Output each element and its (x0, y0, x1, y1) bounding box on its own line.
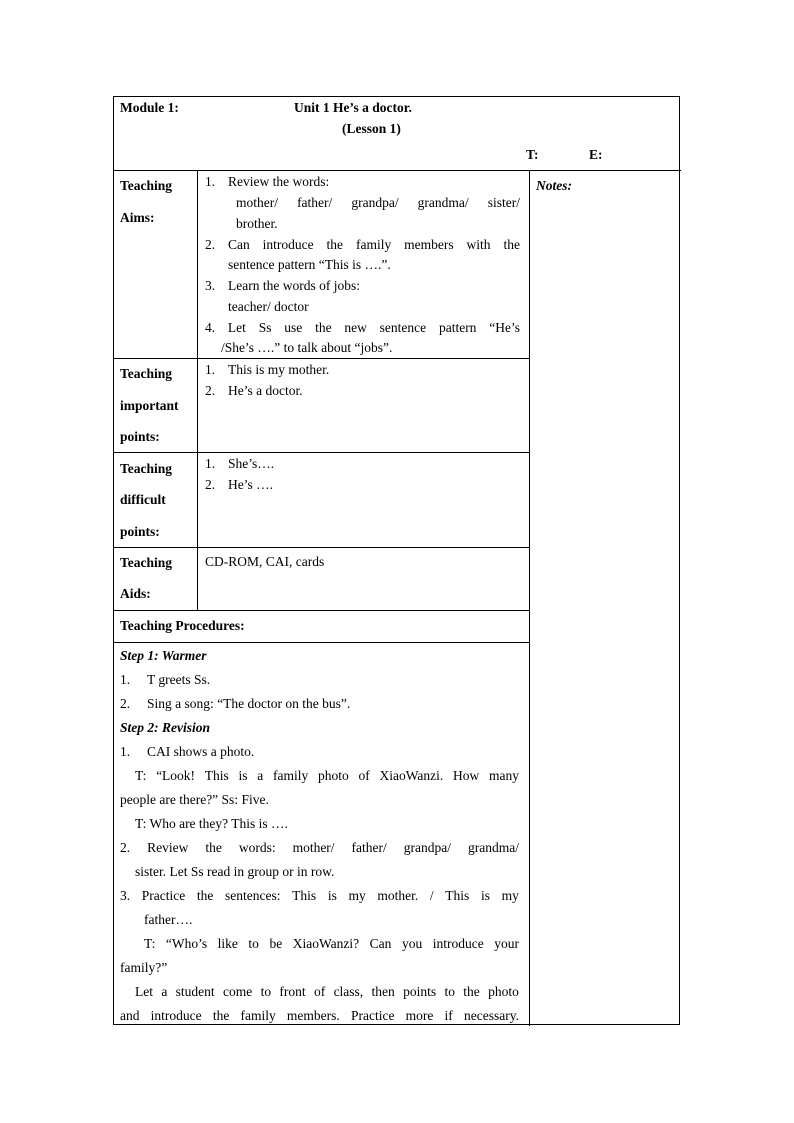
step-2-item-3-cont: father…. (144, 912, 193, 927)
aims-divider (114, 358, 530, 359)
important-number-2: 2. (205, 383, 216, 398)
aim-number-1: 1. (205, 174, 216, 189)
important-divider (114, 452, 530, 453)
step-1-number-2: 2. (120, 696, 131, 711)
important-point-2: He’s a doctor. (228, 383, 303, 398)
step-1-number-1: 1. (120, 672, 131, 687)
step-2-dialogue-line-3: T: Who are they? This is …. (135, 816, 288, 831)
module-label: Module 1: (120, 100, 179, 115)
step-2-number-1: 1. (120, 744, 131, 759)
editor-label: E: (589, 147, 603, 162)
step-2-teacher-prompt-cont: family?” (120, 960, 168, 975)
aim-4-text: 4. Let Ss use the new sentence pattern “He’s (205, 320, 520, 335)
aim-3-text-cont: teacher/ doctor (228, 299, 309, 314)
important-label-line3: points: (120, 429, 160, 444)
difficult-divider (114, 547, 530, 548)
procedures-heading: Teaching Procedures: (120, 618, 245, 633)
aim-1-word-list: mother/ father/ grandpa/ grandma/ sister/ (236, 195, 520, 210)
step-2-item-1: CAI shows a photo. (147, 744, 255, 759)
step-1-item-2: Sing a song: “The doctor on the bus”. (147, 696, 351, 711)
important-number-1: 1. (205, 362, 216, 377)
procedures-divider (114, 642, 530, 643)
label-column-divider (197, 170, 198, 610)
aids-divider (114, 610, 530, 611)
important-label-line2: important (120, 398, 179, 413)
aids-label-line2: Aids: (120, 586, 151, 601)
step-2-activity-line-2: and introduce the family members. Practice more if necessary. (120, 1008, 519, 1023)
difficult-point-1: She’s…. (228, 456, 275, 471)
step-2-heading: Step 2: Revision (120, 720, 210, 735)
aims-label-line1: Teaching (120, 178, 173, 193)
teacher-label: T: (526, 147, 539, 162)
step-1-item-1: T greets Ss. (147, 672, 211, 687)
important-point-1: This is my mother. (228, 362, 330, 377)
notes-label: Notes: (536, 178, 572, 193)
header-divider (114, 170, 681, 171)
aim-2-text: Can introduce the family members with the (228, 237, 520, 252)
aim-2-text-cont: sentence pattern “This is ….”. (228, 257, 391, 272)
step-2-activity-line-1: Let a student come to front of class, then points to the photo (135, 984, 519, 999)
step-1-heading: Step 1: Warmer (120, 648, 207, 663)
aim-1-text-cont: brother. (236, 216, 278, 231)
aids-value: CD-ROM, CAI, cards (205, 554, 325, 569)
step-2-dialogue-line-2: people are there?” Ss: Five. (120, 792, 269, 807)
lesson-number: (Lesson 1) (342, 121, 401, 136)
aims-label-line2: Aims: (120, 210, 155, 225)
step-2-dialogue-line-1: T: “Look! This is a family photo of XiaoWanzi. How many (135, 768, 519, 783)
aim-number-2: 2. (205, 237, 216, 252)
difficult-label-line3: points: (120, 524, 160, 539)
aim-3-text: Learn the words of jobs: (228, 278, 360, 293)
difficult-label-line1: Teaching (120, 461, 173, 476)
step-2-item-2-cont: sister. Let Ss read in group or in row. (135, 864, 335, 879)
lesson-plan-table (113, 96, 680, 1025)
aim-number-3: 3. (205, 278, 216, 293)
difficult-number-2: 2. (205, 477, 216, 492)
aim-1-text: Review the words: (228, 174, 330, 189)
unit-title: Unit 1 He’s a doctor. (294, 100, 412, 115)
notes-column-divider (529, 170, 530, 1026)
aids-label-line1: Teaching (120, 555, 173, 570)
step-2-item-3: 3. Practice the sentences: This is my mother. / This is my (120, 888, 519, 903)
difficult-number-1: 1. (205, 456, 216, 471)
step-2-item-2: 2. Review the words: mother/ father/ grandpa/ grandma/ (120, 840, 519, 855)
step-2-teacher-prompt: T: “Who’s like to be XiaoWanzi? Can you introduce your (144, 936, 519, 951)
difficult-point-2: He’s …. (228, 477, 273, 492)
aim-4-text-cont: /She’s ….” to talk about “jobs”. (221, 340, 393, 355)
important-label-line1: Teaching (120, 366, 173, 381)
difficult-label-line2: difficult (120, 492, 166, 507)
